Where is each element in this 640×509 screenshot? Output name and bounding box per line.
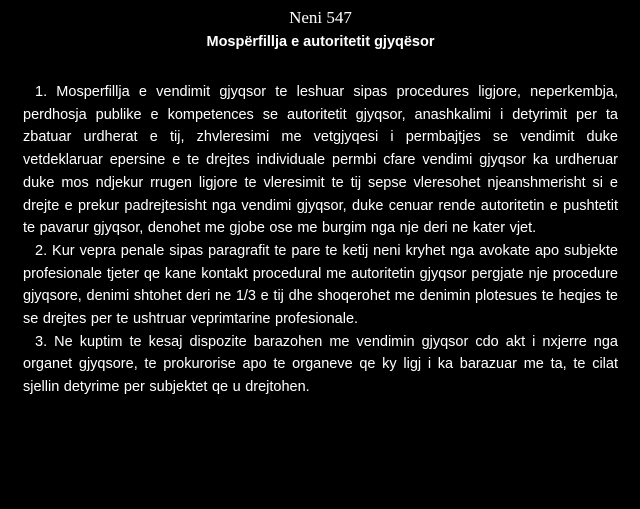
paragraph-1: 1. Mosperfillja e vendimit gjyqsor te leshuar sipas procedures ligjore, neperkembja, perdhosja publike e kompetences se autoritetit gjyqsor, anashkalimi i detyrimit per ta zbatuar urdherat e tij, zhvleresimi me vetgjyqesi i permbajtjes se vendimit duke vetdeklaruar epersine e te drejtes individuale permbi cfare vendimi gjyqsor ka urdheruar duke mos ndjekur rrugen ligjore te vleresimit te tij sepse vleresohet njeanshmerisht si e drejte e prekur padrejtesisht nga vendimi gjyqsor, duke cenuar rende autoritetin e pushtetit te pavarur gjyqsor, denohet me gjobe ose me burgim nga nje deri ne kater vjet.: [23, 84, 618, 237]
paragraph-2: 2. Kur vepra penale sipas paragrafit te pare te ketij neni kryhet nga avokate apo subjekte profesionale tjeter qe kane kontakt procedural me autoritetin gjyqsor pergjate nje procedure gjyqsore, denimi shtohet deri ne 1/3 e tij dhe shoqerohet me denimin plotesues te heqjes te se drejtes per te ushtruar veprimtarine profesionale.: [23, 242, 618, 328]
article-title: Mospërfillja e autoritetit gjyqësor: [206, 34, 435, 50]
article-number: Neni 547: [289, 8, 352, 27]
article-body: [23, 81, 618, 399]
paragraph-3: 3. Ne kuptim te kesaj dispozite barazohen me vendimin gjyqsor cdo akt i nxjerre nga organet gjyqsore, te prokurorise apo te organeve qe ky ligj i ka barazuar me ta, te cilat sjellin detyrime per subjektet qe u drejtohen.: [23, 333, 618, 396]
